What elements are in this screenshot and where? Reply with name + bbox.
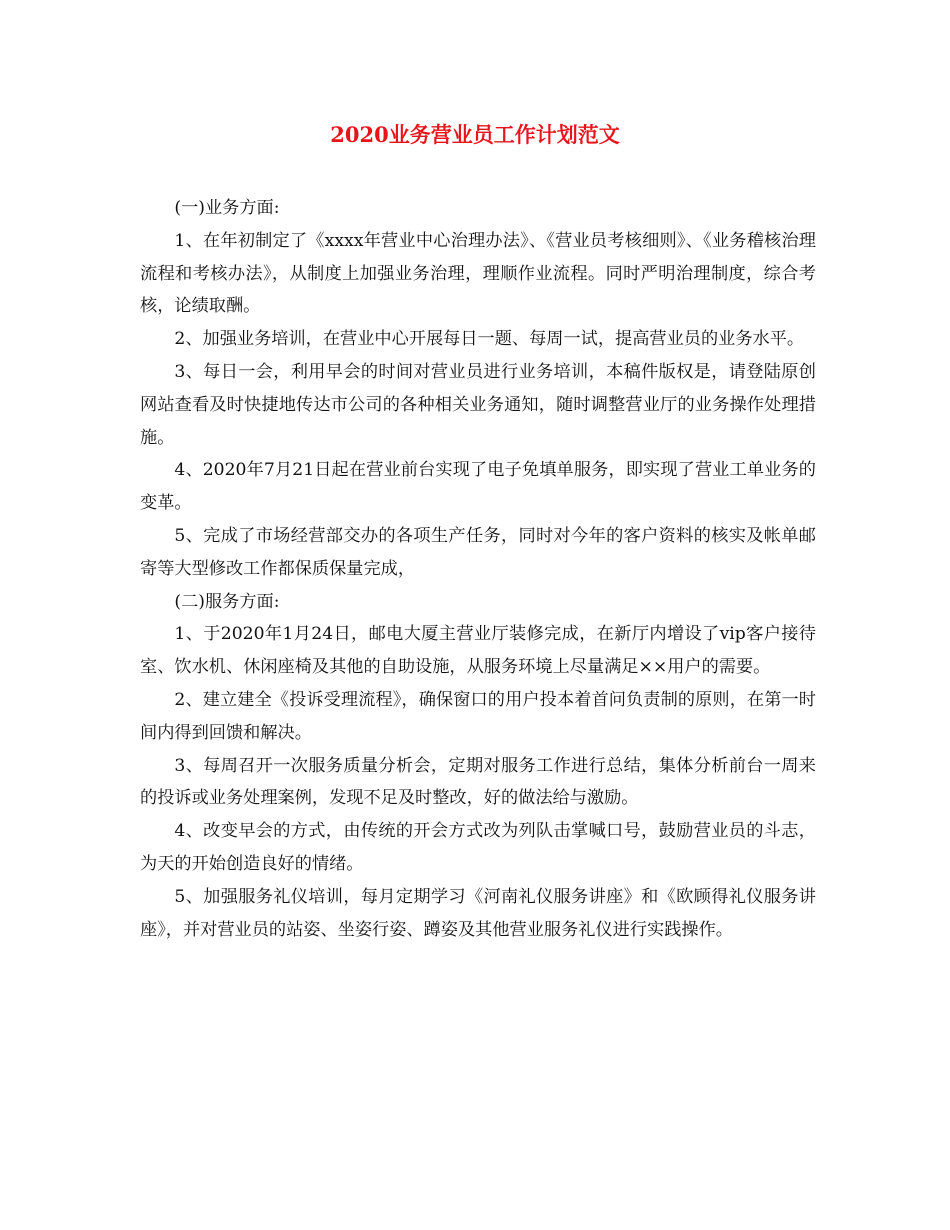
section-heading-service: (二)服务方面: <box>174 591 280 612</box>
paragraph-business-4: 4、2020年7月21日起在营业前台实现了电子免填单服务，即实现了营业工单业务的变革。 <box>140 460 816 514</box>
paragraph-business-1: 1、在年初制定了《xxxx年营业中心治理办法》、《营业员考核细则》、《业务稽核治理流程和考核办法》，从制度上加强业务治理，理顺作业流程。同时严明治理制度，综合考核，论绩取酬。 <box>140 230 816 317</box>
paragraph-business-2: 2、加强业务培训，在营业中心开展每日一题、每周一试，提高营业员的业务水平。 <box>174 329 805 350</box>
paragraph-business-5: 5、完成了市场经营部交办的各项生产任务，同时对今年的客户资料的核实及帐单邮寄等大型修改工作都保质保量完成， <box>140 525 816 579</box>
paragraph-service-1: 1、于2020年1月24日，邮电大厦主营业厅装修完成，在新厅内增设了vip客户接待室、饮水机、休闲座椅及其他的自助设施，从服务环境上尽量满足××用户的需要。 <box>140 624 816 678</box>
paragraph-service-5: 5、加强服务礼仪培训，每月定期学习《河南礼仪服务讲座》和《欧顾得礼仪服务讲座》，并对营业员的站姿、坐姿行姿、蹲姿及其他营业服务礼仪进行实践操作。 <box>140 886 816 940</box>
document-body <box>140 192 816 946</box>
paragraph-business-3: 3、每日一会，利用早会的时间对营业员进行业务培训，本稿件版权是，请登陆原创网站查看及时快捷地传达市公司的各种相关业务通知，随时调整营业厅的业务操作处理措施。 <box>140 361 816 448</box>
document-title: 2020业务营业员工作计划范文 <box>330 122 620 147</box>
paragraph-service-2: 2、建立建全《投诉受理流程》，确保窗口的用户投本着首问负责制的原则，在第一时间内得到回馈和解决。 <box>140 689 816 743</box>
paragraph-service-4: 4、改变早会的方式，由传统的开会方式改为列队击掌喊口号，鼓励营业员的斗志，为天的开始创造良好的情绪。 <box>140 821 816 874</box>
paragraph-service-3: 3、每周召开一次服务质量分析会，定期对服务工作进行总结，集体分析前台一周来的投诉或业务处理案例，发现不足及时整改，好的做法给与激励。 <box>140 755 816 809</box>
section-heading-business: (一)业务方面: <box>174 198 280 218</box>
